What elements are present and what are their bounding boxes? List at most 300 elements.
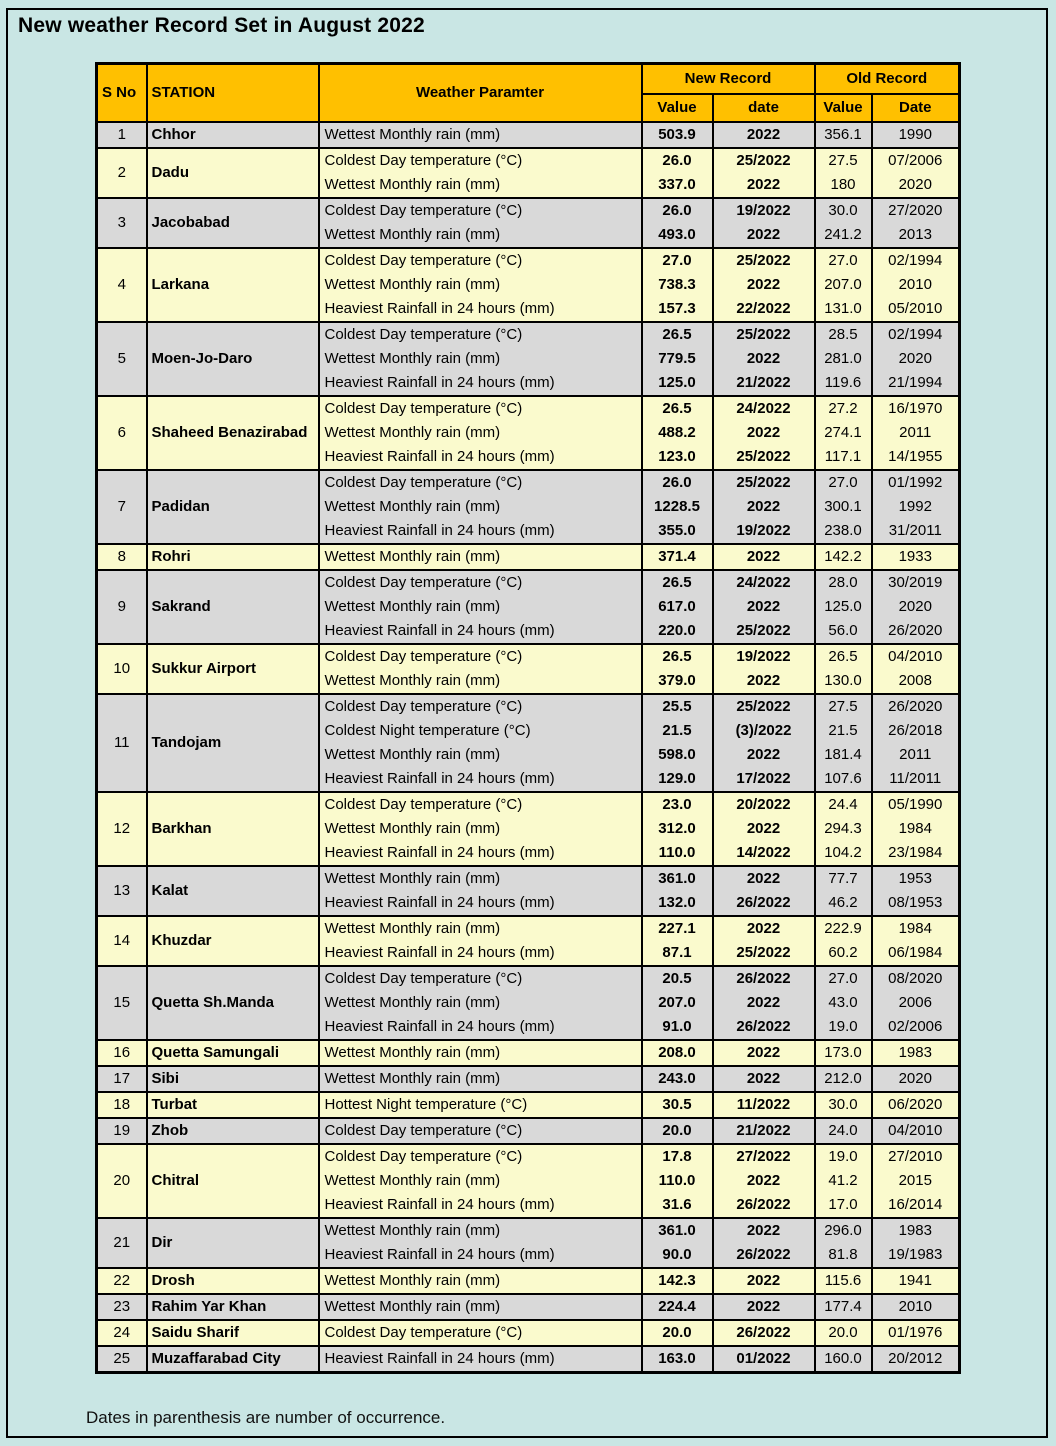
old-record-date-cell: 08/2020 [872,966,960,991]
old-record-value-cell: 41.2 [815,1169,872,1193]
old-record-date-cell: 31/2011 [872,519,960,544]
sno-cell: 8 [97,544,147,570]
old-record-date-cell: 2010 [872,273,960,297]
old-record-value-cell: 24.0 [815,1118,872,1144]
old-record-date-cell: 2011 [872,743,960,767]
parameter-cell: Wettest Monthly rain (mm) [319,544,642,570]
parameter-cell: Wettest Monthly rain (mm) [319,122,642,148]
new-record-date-cell: 2022 [713,122,815,148]
parameter-cell: Wettest Monthly rain (mm) [319,495,642,519]
sno-cell: 5 [97,322,147,396]
table-row [97,1320,960,1346]
parameter-cell: Wettest Monthly rain (mm) [319,1066,642,1092]
new-record-value-cell: 503.9 [642,122,713,148]
new-record-value-cell: 26.5 [642,396,713,421]
old-record-date-cell: 2020 [872,173,960,198]
old-record-value-cell: 130.0 [815,669,872,694]
old-record-value-cell: 107.6 [815,767,872,792]
sno-cell: 2 [97,148,147,198]
new-record-date-cell: 2022 [713,544,815,570]
parameter-cell: Wettest Monthly rain (mm) [319,817,642,841]
old-record-date-cell: 1984 [872,817,960,841]
sno-cell: 25 [97,1346,147,1373]
new-record-date-cell: 25/2022 [713,148,815,173]
new-record-value-cell: 20.0 [642,1320,713,1346]
table-row [97,322,960,347]
header-old-date: Date [872,94,960,122]
sno-cell: 10 [97,644,147,694]
table-row [97,916,960,941]
new-record-value-cell: 493.0 [642,223,713,248]
header-new-value: Value [642,94,713,122]
old-record-value-cell: 104.2 [815,841,872,866]
table-row [97,1346,960,1373]
new-record-date-cell: 24/2022 [713,396,815,421]
old-record-date-cell: 01/1992 [872,470,960,495]
old-record-value-cell: 241.2 [815,223,872,248]
old-record-value-cell: 281.0 [815,347,872,371]
old-record-value-cell: 28.5 [815,322,872,347]
old-record-value-cell: 43.0 [815,991,872,1015]
parameter-cell: Coldest Day temperature (°C) [319,198,642,223]
old-record-value-cell: 117.1 [815,445,872,470]
station-cell: Sibi [147,1066,319,1092]
new-record-date-cell: 25/2022 [713,470,815,495]
old-record-date-cell: 1983 [872,1218,960,1243]
sno-cell: 22 [97,1268,147,1294]
parameter-cell: Heaviest Rainfall in 24 hours (mm) [319,519,642,544]
new-record-date-cell: 14/2022 [713,841,815,866]
old-record-date-cell: 16/1970 [872,396,960,421]
station-cell: Drosh [147,1268,319,1294]
parameter-cell: Coldest Day temperature (°C) [319,470,642,495]
old-record-value-cell: 81.8 [815,1243,872,1268]
old-record-date-cell: 05/1990 [872,792,960,817]
parameter-cell: Coldest Day temperature (°C) [319,1144,642,1169]
table-row [97,1092,960,1118]
parameter-cell: Wettest Monthly rain (mm) [319,595,642,619]
table-row [97,966,960,991]
station-cell: Rohri [147,544,319,570]
old-record-date-cell: 2020 [872,1066,960,1092]
new-record-value-cell: 129.0 [642,767,713,792]
station-cell: Larkana [147,248,319,322]
new-record-date-cell: 19/2022 [713,198,815,223]
sno-cell: 17 [97,1066,147,1092]
new-record-value-cell: 207.0 [642,991,713,1015]
old-record-value-cell: 27.0 [815,248,872,273]
parameter-cell: Hottest Night temperature (°C) [319,1092,642,1118]
old-record-date-cell: 26/2018 [872,719,960,743]
page-title: New weather Record Set in August 2022 [18,14,425,37]
sno-cell: 3 [97,198,147,248]
old-record-value-cell: 77.7 [815,866,872,891]
parameter-cell: Heaviest Rainfall in 24 hours (mm) [319,941,642,966]
header-new-date: date [713,94,815,122]
table-row [97,122,960,148]
old-record-value-cell: 142.2 [815,544,872,570]
new-record-value-cell: 23.0 [642,792,713,817]
new-record-date-cell: 11/2022 [713,1092,815,1118]
table-row [97,198,960,223]
old-record-date-cell: 04/2010 [872,1118,960,1144]
table-row [97,1144,960,1169]
new-record-date-cell: 2022 [713,1268,815,1294]
station-cell: Sukkur Airport [147,644,319,694]
sno-cell: 9 [97,570,147,644]
table-row [97,544,960,570]
station-cell: Zhob [147,1118,319,1144]
old-record-date-cell: 2013 [872,223,960,248]
new-record-value-cell: 26.5 [642,644,713,669]
new-record-date-cell: 22/2022 [713,297,815,322]
new-record-value-cell: 224.4 [642,1294,713,1320]
old-record-value-cell: 56.0 [815,619,872,644]
header-new-record: New Record [642,64,815,94]
sno-cell: 7 [97,470,147,544]
new-record-value-cell: 90.0 [642,1243,713,1268]
old-record-value-cell: 27.2 [815,396,872,421]
parameter-cell: Wettest Monthly rain (mm) [319,866,642,891]
new-record-date-cell: 2022 [713,916,815,941]
old-record-date-cell: 1990 [872,122,960,148]
sno-cell: 16 [97,1040,147,1066]
table-row [97,866,960,891]
new-record-value-cell: 488.2 [642,421,713,445]
old-record-date-cell: 04/2010 [872,644,960,669]
parameter-cell: Heaviest Rainfall in 24 hours (mm) [319,445,642,470]
sno-cell: 20 [97,1144,147,1218]
parameter-cell: Heaviest Rainfall in 24 hours (mm) [319,371,642,396]
new-record-value-cell: 617.0 [642,595,713,619]
station-cell: Sakrand [147,570,319,644]
parameter-cell: Coldest Night temperature (°C) [319,719,642,743]
new-record-value-cell: 243.0 [642,1066,713,1092]
new-record-date-cell: 21/2022 [713,371,815,396]
new-record-value-cell: 110.0 [642,1169,713,1193]
old-record-date-cell: 08/1953 [872,891,960,916]
old-record-value-cell: 356.1 [815,122,872,148]
header-station: STATION [147,64,319,122]
header-old-value: Value [815,94,872,122]
parameter-cell: Wettest Monthly rain (mm) [319,173,642,198]
new-record-date-cell: 27/2022 [713,1144,815,1169]
old-record-date-cell: 26/2020 [872,619,960,644]
new-record-date-cell: 2022 [713,173,815,198]
new-record-date-cell: 25/2022 [713,941,815,966]
new-record-value-cell: 31.6 [642,1193,713,1218]
old-record-date-cell: 2020 [872,595,960,619]
old-record-date-cell: 07/2006 [872,148,960,173]
table-row [97,470,960,495]
new-record-date-cell: 25/2022 [713,445,815,470]
station-cell: Chitral [147,1144,319,1218]
new-record-value-cell: 20.0 [642,1118,713,1144]
table-row [97,644,960,669]
new-record-date-cell: 2022 [713,1169,815,1193]
table-row [97,148,960,173]
parameter-cell: Heaviest Rainfall in 24 hours (mm) [319,1193,642,1218]
old-record-date-cell: 30/2019 [872,570,960,595]
station-cell: Padidan [147,470,319,544]
table-header [97,64,960,122]
parameter-cell: Coldest Day temperature (°C) [319,148,642,173]
parameter-cell: Coldest Day temperature (°C) [319,1118,642,1144]
parameter-cell: Wettest Monthly rain (mm) [319,669,642,694]
station-cell: Chhor [147,122,319,148]
old-record-value-cell: 131.0 [815,297,872,322]
old-record-value-cell: 180 [815,173,872,198]
parameter-cell: Heaviest Rainfall in 24 hours (mm) [319,1015,642,1040]
old-record-date-cell: 02/1994 [872,248,960,273]
parameter-cell: Coldest Day temperature (°C) [319,396,642,421]
old-record-value-cell: 26.5 [815,644,872,669]
new-record-value-cell: 220.0 [642,619,713,644]
new-record-value-cell: 125.0 [642,371,713,396]
new-record-value-cell: 132.0 [642,891,713,916]
station-cell: Shaheed Benazirabad [147,396,319,470]
sno-cell: 21 [97,1218,147,1268]
table-row [97,570,960,595]
new-record-date-cell: 19/2022 [713,519,815,544]
old-record-value-cell: 125.0 [815,595,872,619]
new-record-date-cell: 2022 [713,866,815,891]
parameter-cell: Coldest Day temperature (°C) [319,644,642,669]
parameter-cell: Wettest Monthly rain (mm) [319,421,642,445]
old-record-date-cell: 1983 [872,1040,960,1066]
new-record-value-cell: 157.3 [642,297,713,322]
parameter-cell: Heaviest Rainfall in 24 hours (mm) [319,841,642,866]
sno-cell: 6 [97,396,147,470]
new-record-date-cell: 2022 [713,347,815,371]
old-record-date-cell: 14/1955 [872,445,960,470]
old-record-date-cell: 11/2011 [872,767,960,792]
old-record-value-cell: 296.0 [815,1218,872,1243]
new-record-date-cell: 25/2022 [713,248,815,273]
new-record-value-cell: 598.0 [642,743,713,767]
old-record-value-cell: 27.0 [815,470,872,495]
old-record-value-cell: 222.9 [815,916,872,941]
station-cell: Kalat [147,866,319,916]
old-record-value-cell: 30.0 [815,198,872,223]
parameter-cell: Wettest Monthly rain (mm) [319,991,642,1015]
old-record-date-cell: 27/2010 [872,1144,960,1169]
new-record-date-cell: 2022 [713,421,815,445]
old-record-value-cell: 294.3 [815,817,872,841]
header-old-record: Old Record [815,64,960,94]
parameter-cell: Wettest Monthly rain (mm) [319,1040,642,1066]
parameter-cell: Heaviest Rainfall in 24 hours (mm) [319,1346,642,1373]
old-record-date-cell: 2006 [872,991,960,1015]
old-record-date-cell: 2015 [872,1169,960,1193]
table-row [97,1118,960,1144]
new-record-value-cell: 355.0 [642,519,713,544]
header-sno: S No [97,64,147,122]
old-record-value-cell: 274.1 [815,421,872,445]
old-record-date-cell: 2011 [872,421,960,445]
old-record-value-cell: 173.0 [815,1040,872,1066]
old-record-date-cell: 1984 [872,916,960,941]
table-row [97,1040,960,1066]
old-record-value-cell: 207.0 [815,273,872,297]
new-record-value-cell: 110.0 [642,841,713,866]
new-record-value-cell: 142.3 [642,1268,713,1294]
table-body [97,122,960,1373]
old-record-date-cell: 1933 [872,544,960,570]
parameter-cell: Wettest Monthly rain (mm) [319,347,642,371]
old-record-value-cell: 46.2 [815,891,872,916]
old-record-date-cell: 2008 [872,669,960,694]
old-record-date-cell: 27/2020 [872,198,960,223]
parameter-cell: Wettest Monthly rain (mm) [319,1268,642,1294]
new-record-date-cell: 2022 [713,1218,815,1243]
old-record-date-cell: 1941 [872,1268,960,1294]
old-record-date-cell: 1953 [872,866,960,891]
parameter-cell: Wettest Monthly rain (mm) [319,223,642,248]
new-record-value-cell: 779.5 [642,347,713,371]
old-record-date-cell: 02/1994 [872,322,960,347]
new-record-date-cell: 26/2022 [713,1193,815,1218]
old-record-value-cell: 30.0 [815,1092,872,1118]
new-record-value-cell: 337.0 [642,173,713,198]
new-record-value-cell: 371.4 [642,544,713,570]
old-record-date-cell: 20/2012 [872,1346,960,1373]
old-record-date-cell: 26/2020 [872,694,960,719]
old-record-value-cell: 300.1 [815,495,872,519]
old-record-value-cell: 24.4 [815,792,872,817]
new-record-value-cell: 123.0 [642,445,713,470]
table-row [97,396,960,421]
old-record-value-cell: 28.0 [815,570,872,595]
old-record-value-cell: 19.0 [815,1144,872,1169]
new-record-date-cell: 25/2022 [713,694,815,719]
parameter-cell: Wettest Monthly rain (mm) [319,1294,642,1320]
sno-cell: 14 [97,916,147,966]
new-record-value-cell: 1228.5 [642,495,713,519]
old-record-date-cell: 01/1976 [872,1320,960,1346]
sno-cell: 1 [97,122,147,148]
old-record-value-cell: 115.6 [815,1268,872,1294]
station-cell: Rahim Yar Khan [147,1294,319,1320]
parameter-cell: Heaviest Rainfall in 24 hours (mm) [319,619,642,644]
sno-cell: 24 [97,1320,147,1346]
station-cell: Dir [147,1218,319,1268]
new-record-value-cell: 91.0 [642,1015,713,1040]
new-record-value-cell: 163.0 [642,1346,713,1373]
header-parameter: Weather Paramter [319,64,642,122]
new-record-date-cell: 2022 [713,817,815,841]
parameter-cell: Heaviest Rainfall in 24 hours (mm) [319,891,642,916]
new-record-value-cell: 379.0 [642,669,713,694]
new-record-value-cell: 26.0 [642,148,713,173]
old-record-date-cell: 06/1984 [872,941,960,966]
parameter-cell: Coldest Day temperature (°C) [319,966,642,991]
parameter-cell: Heaviest Rainfall in 24 hours (mm) [319,1243,642,1268]
new-record-value-cell: 21.5 [642,719,713,743]
sno-cell: 15 [97,966,147,1040]
parameter-cell: Coldest Day temperature (°C) [319,248,642,273]
table-row [97,1294,960,1320]
footnote: Dates in parenthesis are number of occurrence. [86,1408,446,1427]
table-row [97,694,960,719]
parameter-cell: Heaviest Rainfall in 24 hours (mm) [319,767,642,792]
new-record-value-cell: 312.0 [642,817,713,841]
new-record-value-cell: 17.8 [642,1144,713,1169]
sno-cell: 23 [97,1294,147,1320]
new-record-date-cell: 17/2022 [713,767,815,792]
new-record-value-cell: 738.3 [642,273,713,297]
old-record-value-cell: 177.4 [815,1294,872,1320]
new-record-value-cell: 208.0 [642,1040,713,1066]
station-cell: Moen-Jo-Daro [147,322,319,396]
old-record-value-cell: 27.5 [815,694,872,719]
old-record-date-cell: 02/2006 [872,1015,960,1040]
station-cell: Khuzdar [147,916,319,966]
station-cell: Quetta Sh.Manda [147,966,319,1040]
new-record-date-cell: 26/2022 [713,1320,815,1346]
sno-cell: 18 [97,1092,147,1118]
old-record-date-cell: 2020 [872,347,960,371]
old-record-date-cell: 21/1994 [872,371,960,396]
old-record-value-cell: 238.0 [815,519,872,544]
parameter-cell: Coldest Day temperature (°C) [319,570,642,595]
old-record-value-cell: 27.0 [815,966,872,991]
parameter-cell: Coldest Day temperature (°C) [319,694,642,719]
new-record-date-cell: 2022 [713,223,815,248]
station-cell: Turbat [147,1092,319,1118]
parameter-cell: Coldest Day temperature (°C) [319,792,642,817]
new-record-value-cell: 227.1 [642,916,713,941]
old-record-value-cell: 27.5 [815,148,872,173]
new-record-value-cell: 361.0 [642,866,713,891]
new-record-date-cell: 19/2022 [713,644,815,669]
new-record-date-cell: 2022 [713,1294,815,1320]
new-record-value-cell: 26.5 [642,570,713,595]
sno-cell: 19 [97,1118,147,1144]
parameter-cell: Wettest Monthly rain (mm) [319,916,642,941]
parameter-cell: Coldest Day temperature (°C) [319,1320,642,1346]
new-record-date-cell: 25/2022 [713,619,815,644]
new-record-date-cell: 21/2022 [713,1118,815,1144]
old-record-date-cell: 2010 [872,1294,960,1320]
new-record-date-cell: 26/2022 [713,1015,815,1040]
station-cell: Tandojam [147,694,319,792]
new-record-date-cell: 2022 [713,1040,815,1066]
new-record-date-cell: 24/2022 [713,570,815,595]
new-record-date-cell: 2022 [713,991,815,1015]
old-record-value-cell: 119.6 [815,371,872,396]
new-record-value-cell: 26.5 [642,322,713,347]
old-record-date-cell: 23/1984 [872,841,960,866]
parameter-cell: Wettest Monthly rain (mm) [319,1218,642,1243]
sno-cell: 13 [97,866,147,916]
weather-records-table [95,62,961,1374]
new-record-date-cell: 26/2022 [713,1243,815,1268]
new-record-date-cell: 2022 [713,495,815,519]
old-record-value-cell: 20.0 [815,1320,872,1346]
table-row [97,1218,960,1243]
new-record-value-cell: 27.0 [642,248,713,273]
new-record-date-cell: 2022 [713,743,815,767]
new-record-date-cell: 01/2022 [713,1346,815,1373]
old-record-date-cell: 06/2020 [872,1092,960,1118]
sno-cell: 4 [97,248,147,322]
new-record-value-cell: 87.1 [642,941,713,966]
old-record-value-cell: 60.2 [815,941,872,966]
new-record-date-cell: 2022 [713,595,815,619]
new-record-date-cell: 26/2022 [713,966,815,991]
table-row [97,792,960,817]
